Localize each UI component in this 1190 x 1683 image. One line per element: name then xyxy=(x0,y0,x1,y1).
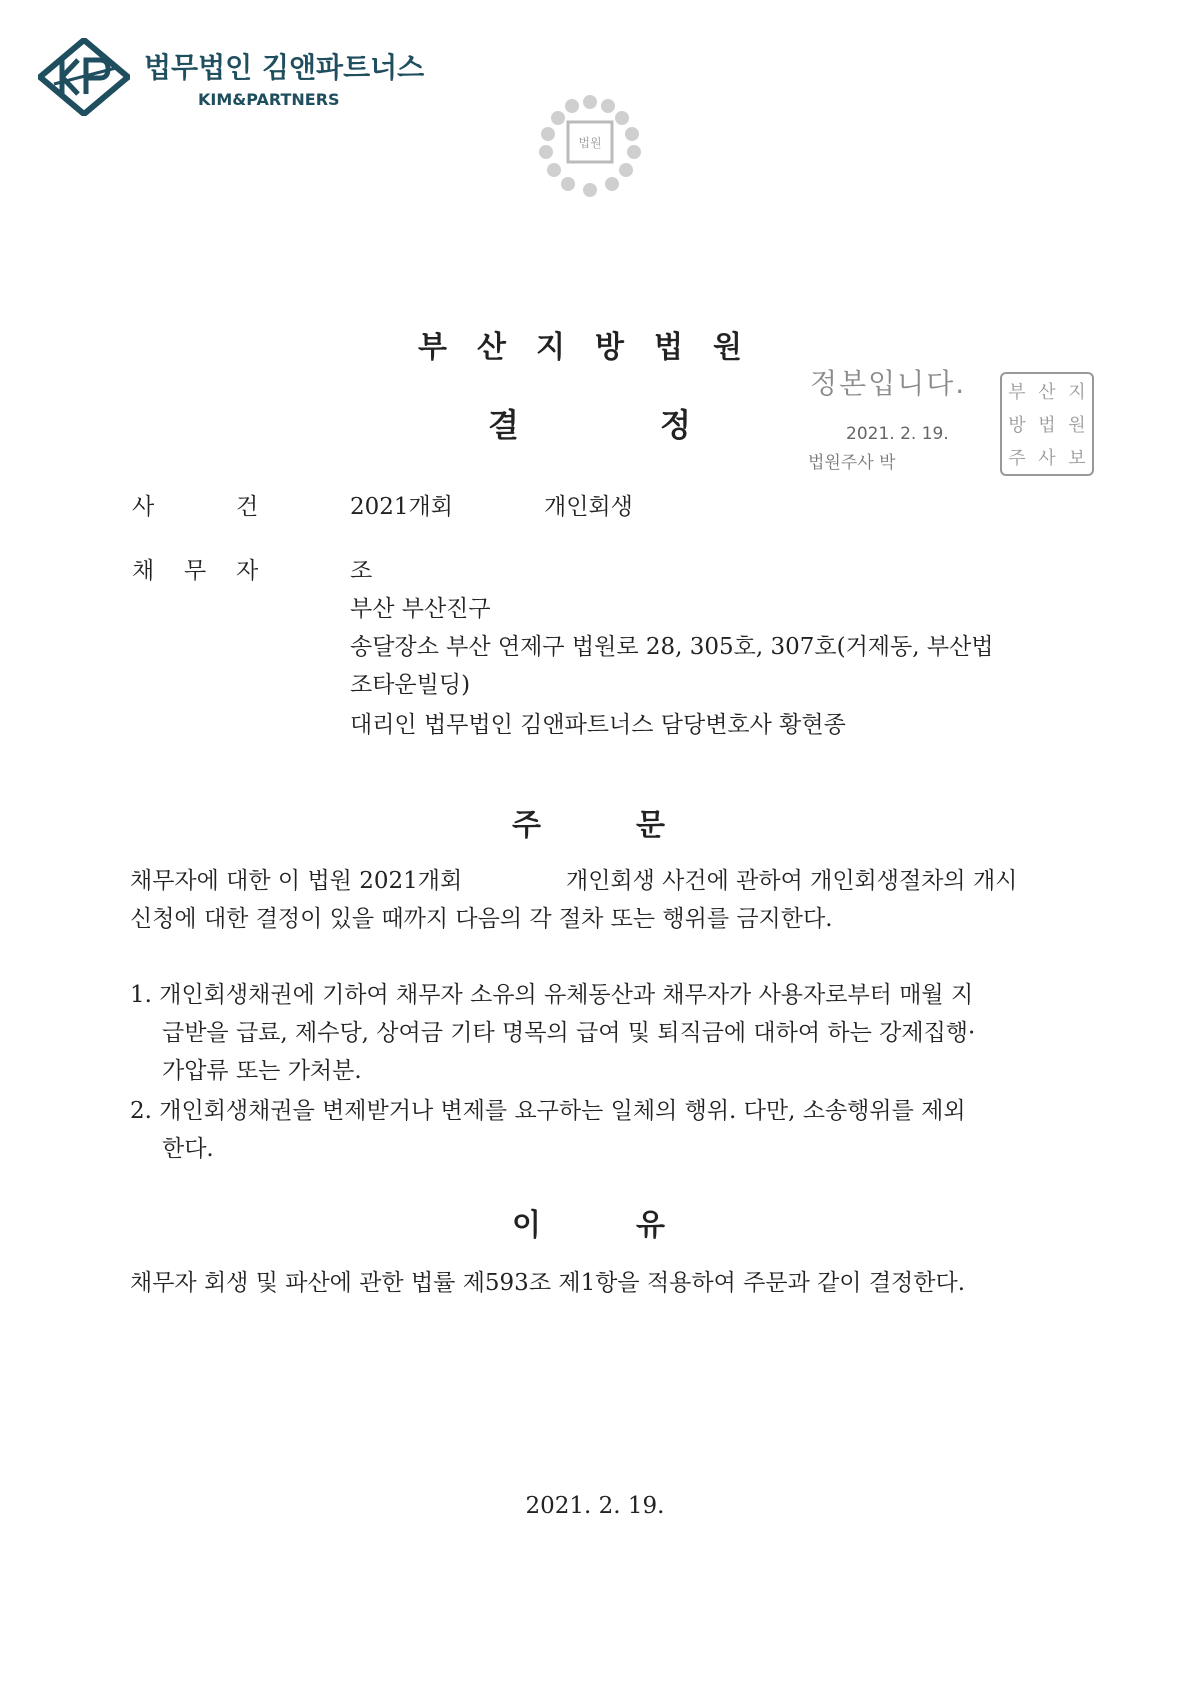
order-heading-left: 주 xyxy=(512,808,541,843)
case-type: 개인회생 xyxy=(544,494,633,520)
debtor-label-2: 무 xyxy=(184,558,207,584)
seal-char: 산 xyxy=(1038,381,1056,403)
order-item1-line2: 급받을 급료, 제수당, 상여금 기타 명목의 급여 및 퇴직금에 대하여 하는 강제집행· xyxy=(162,1020,976,1046)
case-label-left: 사 xyxy=(132,494,155,520)
kim-partners-logo-icon xyxy=(38,38,130,116)
document-title-right: 정 xyxy=(660,406,691,444)
order-item2-line1: 2. 개인회생채권을 변제받거나 변제를 요구하는 일체의 행위. 다만, 소송행위를 제외 xyxy=(130,1098,966,1124)
seal-char: 사 xyxy=(1038,448,1056,470)
debtor-address: 부산 부산진구 xyxy=(350,596,491,622)
reason-heading-right: 유 xyxy=(636,1208,665,1243)
emblem-label: 법원 xyxy=(578,136,602,150)
certification-title: 정본입니다. xyxy=(810,367,967,400)
order-item1-line1: 1. 개인회생채권에 기하여 채무자 소유의 유체동산과 채무자가 사용자로부터 매월 지 xyxy=(130,982,974,1008)
delivery-address-line2: 조타운빌딩) xyxy=(350,672,471,698)
clerk-seal xyxy=(1000,372,1094,476)
firm-name-english: KIM&PARTNERS xyxy=(198,89,340,109)
seal-char: 법 xyxy=(1038,414,1056,436)
delivery-address-line1: 송달장소 부산 연제구 법원로 28, 305호, 307호(거제동, 부산법 xyxy=(350,634,994,660)
debtor-name: 조 xyxy=(350,558,373,584)
reason-heading-left: 이 xyxy=(512,1208,541,1243)
seal-char: 보 xyxy=(1068,448,1086,470)
court-emblem-icon xyxy=(532,92,648,202)
court-name: 부산지방법원 xyxy=(418,330,772,365)
firm-name-korean: 법무법인 김앤파트너스 xyxy=(144,50,425,84)
seal-char: 부 xyxy=(1008,381,1026,403)
case-label-right: 건 xyxy=(236,494,259,520)
reason-text: 채무자 회생 및 파산에 관한 법률 제593조 제1항을 적용하여 주문과 같이 결정한다. xyxy=(130,1270,966,1296)
case-number: 2021개회 xyxy=(350,494,453,520)
seal-char: 방 xyxy=(1008,414,1026,436)
debtor-label-1: 채 xyxy=(132,558,155,584)
debtor-agent: 대리인 법무법인 김앤파트너스 담당변호사 황현종 xyxy=(350,712,846,738)
order-item1-line3: 가압류 또는 가처분. xyxy=(162,1058,362,1084)
decision-date: 2021. 2. 19. xyxy=(525,1493,665,1519)
seal-char: 원 xyxy=(1068,414,1086,436)
document-title-left: 결 xyxy=(488,406,519,444)
certification-clerk: 법원주사 박 xyxy=(808,453,896,473)
order-item2-line2: 한다. xyxy=(162,1136,214,1162)
seal-char: 주 xyxy=(1008,448,1026,470)
order-intro-part1: 채무자에 대한 이 법원 2021개회 xyxy=(130,868,463,894)
order-heading-right: 문 xyxy=(636,808,665,843)
order-intro-part2: 개인회생 사건에 관하여 개인회생절차의 개시 xyxy=(566,868,1018,894)
certification-stamp xyxy=(810,362,966,473)
seal-char: 지 xyxy=(1068,381,1086,403)
debtor-label-3: 자 xyxy=(236,558,259,584)
certification-date: 2021. 2. 19. xyxy=(846,424,949,444)
order-intro-line2: 신청에 대한 결정이 있을 때까지 다음의 각 절차 또는 행위를 금지한다. xyxy=(130,906,833,932)
firm-logo xyxy=(38,38,424,116)
